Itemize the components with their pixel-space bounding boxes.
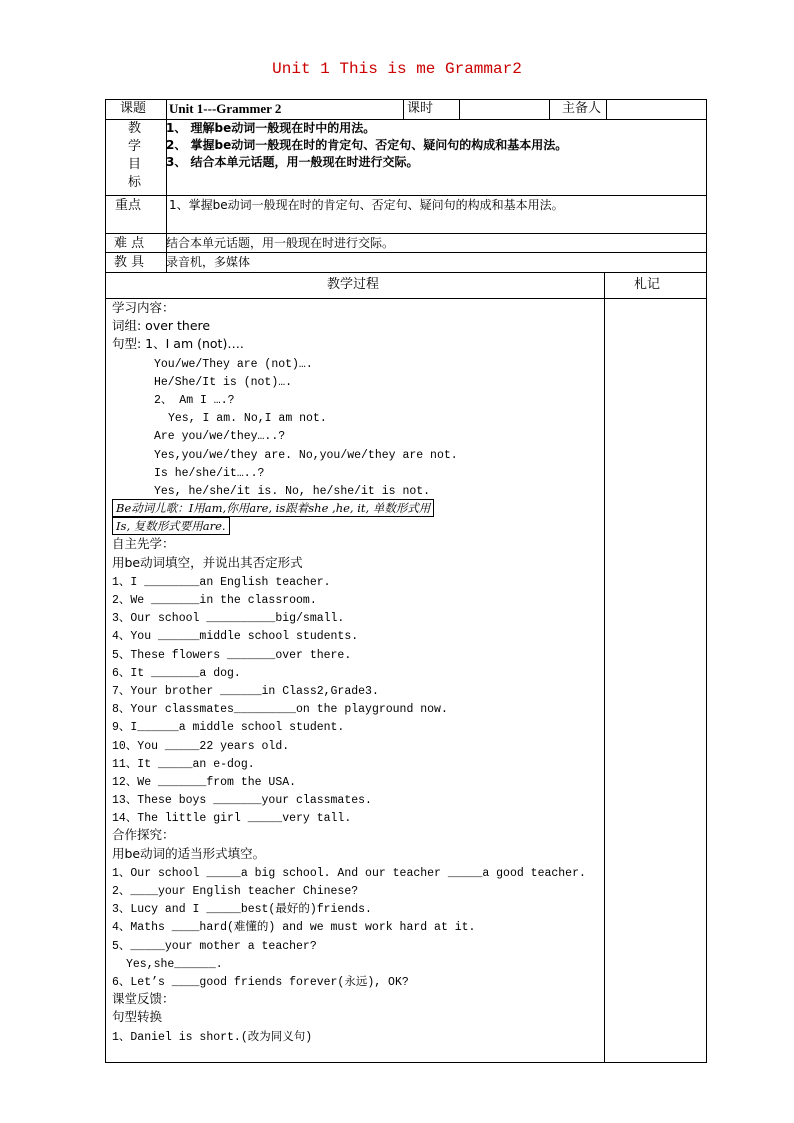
content-line xyxy=(112,863,602,881)
row-divider xyxy=(106,195,706,196)
content-line xyxy=(112,481,602,499)
content-line xyxy=(112,936,602,954)
content-line xyxy=(112,626,602,644)
content-line xyxy=(112,990,602,1008)
mnemonic-text: Is, 复数形式要用are. xyxy=(112,517,230,535)
content-line xyxy=(112,535,602,553)
content-line xyxy=(112,517,602,535)
goal-item: 3、 结合本单元话题，用一般现在时进行交际。 xyxy=(166,155,419,169)
content-line xyxy=(112,335,602,353)
line-text: 2、 Am I ….? xyxy=(154,393,235,407)
line-text: 14、The little girl _____very tall. xyxy=(112,812,352,826)
difficulty-value: 结合本单元话题，用一般现在时进行交际。 xyxy=(166,236,395,250)
content-line xyxy=(112,317,602,335)
goals-label-2: 学 xyxy=(128,139,142,154)
col-divider xyxy=(549,100,550,119)
line-text: 1、I ________an English teacher. xyxy=(112,575,331,589)
content-line xyxy=(112,390,602,408)
line-text: 课堂反馈： xyxy=(112,991,175,1007)
content-line xyxy=(112,699,602,717)
line-text: 12、We _______from the USA. xyxy=(112,775,297,789)
line-text: 11、It _____an e-dog. xyxy=(112,757,255,771)
col-divider xyxy=(604,272,605,1063)
line-text: 3、Our school __________big/small. xyxy=(112,612,345,626)
goal-item: 1、 理解be动词一般现在时中的用法。 xyxy=(166,121,376,135)
content-line xyxy=(112,463,602,481)
line-text: 3、Lucy and I _____best(最好的)friends. xyxy=(112,903,372,917)
line-text: Yes,she______. xyxy=(126,957,223,971)
content-line xyxy=(112,808,602,826)
content-line xyxy=(112,1027,602,1045)
content-line xyxy=(112,572,602,590)
line-text: Are you/we/they…..? xyxy=(154,430,286,444)
line-text: 9、I______a middle school student. xyxy=(112,721,345,735)
tools-value: 录音机，多媒体 xyxy=(166,255,251,269)
line-text: 句型转换 xyxy=(112,1009,163,1025)
row-divider xyxy=(106,233,706,234)
page-title: Unit 1 This is me Grammar2 xyxy=(272,60,522,78)
line-text: 学习内容： xyxy=(112,300,175,315)
line-text: 2、We _______in the classroom. xyxy=(112,594,317,607)
line-text: You/we/They are (not)…. xyxy=(154,357,313,371)
content-line xyxy=(112,881,602,899)
line-text: 4、You ______middle school students. xyxy=(112,630,359,644)
content-line xyxy=(112,1008,602,1026)
topic-label: 课题 xyxy=(120,101,147,116)
content-line xyxy=(112,772,602,790)
line-text: 2、____your English teacher Chinese? xyxy=(112,885,359,898)
content-line xyxy=(112,408,602,426)
content-line xyxy=(112,372,602,390)
line-text: 用be动词填空，并说出其否定形式 xyxy=(112,554,303,570)
preparer-label: 主备人 xyxy=(562,101,602,116)
content-line xyxy=(112,354,602,372)
key-point-value: 1、掌握be动词一般现在时的肯定句、否定句、疑问句的构成和基本用法。 xyxy=(169,198,564,212)
line-text: 自主先学： xyxy=(112,536,175,552)
line-text: 1、Our school _____a big school. And our teacher _____a good teacher. xyxy=(112,866,586,880)
content-line xyxy=(112,608,602,626)
teaching-process-content xyxy=(112,299,602,1045)
line-text: 10、You _____22 years old. xyxy=(112,739,290,753)
line-text: 8、Your classmates_________on the playground now. xyxy=(112,703,448,717)
content-line xyxy=(112,554,602,572)
content-line xyxy=(112,445,602,463)
content-line xyxy=(112,917,602,935)
line-text: Yes, I am. No,I am not. xyxy=(168,412,327,426)
goals-label-3: 目 xyxy=(128,157,142,172)
process-header: 教学过程 xyxy=(327,277,380,292)
content-line xyxy=(112,754,602,772)
row-divider xyxy=(106,252,706,253)
line-text: 词组: over there xyxy=(112,318,211,334)
content-line xyxy=(112,954,602,972)
content-line xyxy=(112,717,602,735)
topic-value: Unit 1---Grammer 2 xyxy=(169,101,282,116)
tools-label: 教 具 xyxy=(114,255,145,270)
line-text: Yes,you/we/they are. No,you/we/they are not. xyxy=(154,448,458,462)
line-text: Is he/she/it…..? xyxy=(154,466,265,480)
difficulty-label: 难 点 xyxy=(114,236,145,251)
line-text: 合作探究： xyxy=(112,827,175,843)
content-line xyxy=(112,299,602,317)
goal-item: 2、 掌握be动词一般现在时的肯定句、否定句、疑问句的构成和基本用法。 xyxy=(166,138,568,152)
line-text: 1、Daniel is short.(改为同义句) xyxy=(112,1030,313,1044)
line-text: 用be动词的适当形式填空。 xyxy=(112,845,266,861)
line-text: Yes, he/she/it is. No, he/she/it is not. xyxy=(154,484,431,498)
key-point-label: 重点 xyxy=(115,198,142,213)
goals-label-4: 标 xyxy=(128,175,142,190)
period-label: 课时 xyxy=(407,101,434,116)
content-line xyxy=(112,826,602,844)
line-text: 13、These boys _______your classmates. xyxy=(112,794,372,808)
content-line xyxy=(112,899,602,917)
content-line xyxy=(112,426,602,444)
goals-label-1: 教 xyxy=(128,121,142,136)
content-line xyxy=(112,499,602,517)
line-text: 4、Maths ____hard(难懂的) and we must work hard at it. xyxy=(112,921,476,935)
line-text: 句型: 1、I am (not)…. xyxy=(112,336,244,352)
content-line xyxy=(112,590,602,608)
line-text: He/She/It is (not)…. xyxy=(154,375,293,389)
mnemonic-text: Be动词儿歌：I用am,你用are, is跟着she ,he, it, 单数形式用 xyxy=(112,499,434,517)
content-line xyxy=(112,681,602,699)
col-divider xyxy=(606,100,607,119)
content-line xyxy=(112,736,602,754)
line-text: 6、It _______a dog. xyxy=(112,666,241,680)
line-text: 5、These flowers _______over there. xyxy=(112,648,352,662)
content-line xyxy=(112,972,602,990)
col-divider xyxy=(403,100,404,119)
notes-header: 札记 xyxy=(634,277,661,292)
col-divider xyxy=(459,100,460,119)
content-line xyxy=(112,790,602,808)
row-divider xyxy=(106,272,706,273)
line-text: 6、Let’s ____good friends forever(永远), OK? xyxy=(112,975,409,989)
content-line xyxy=(112,663,602,681)
content-line xyxy=(112,845,602,863)
content-line xyxy=(112,645,602,663)
line-text: 5、_____your mother a teacher? xyxy=(112,939,317,953)
line-text: 7、Your brother ______in Class2,Grade3. xyxy=(112,684,379,698)
